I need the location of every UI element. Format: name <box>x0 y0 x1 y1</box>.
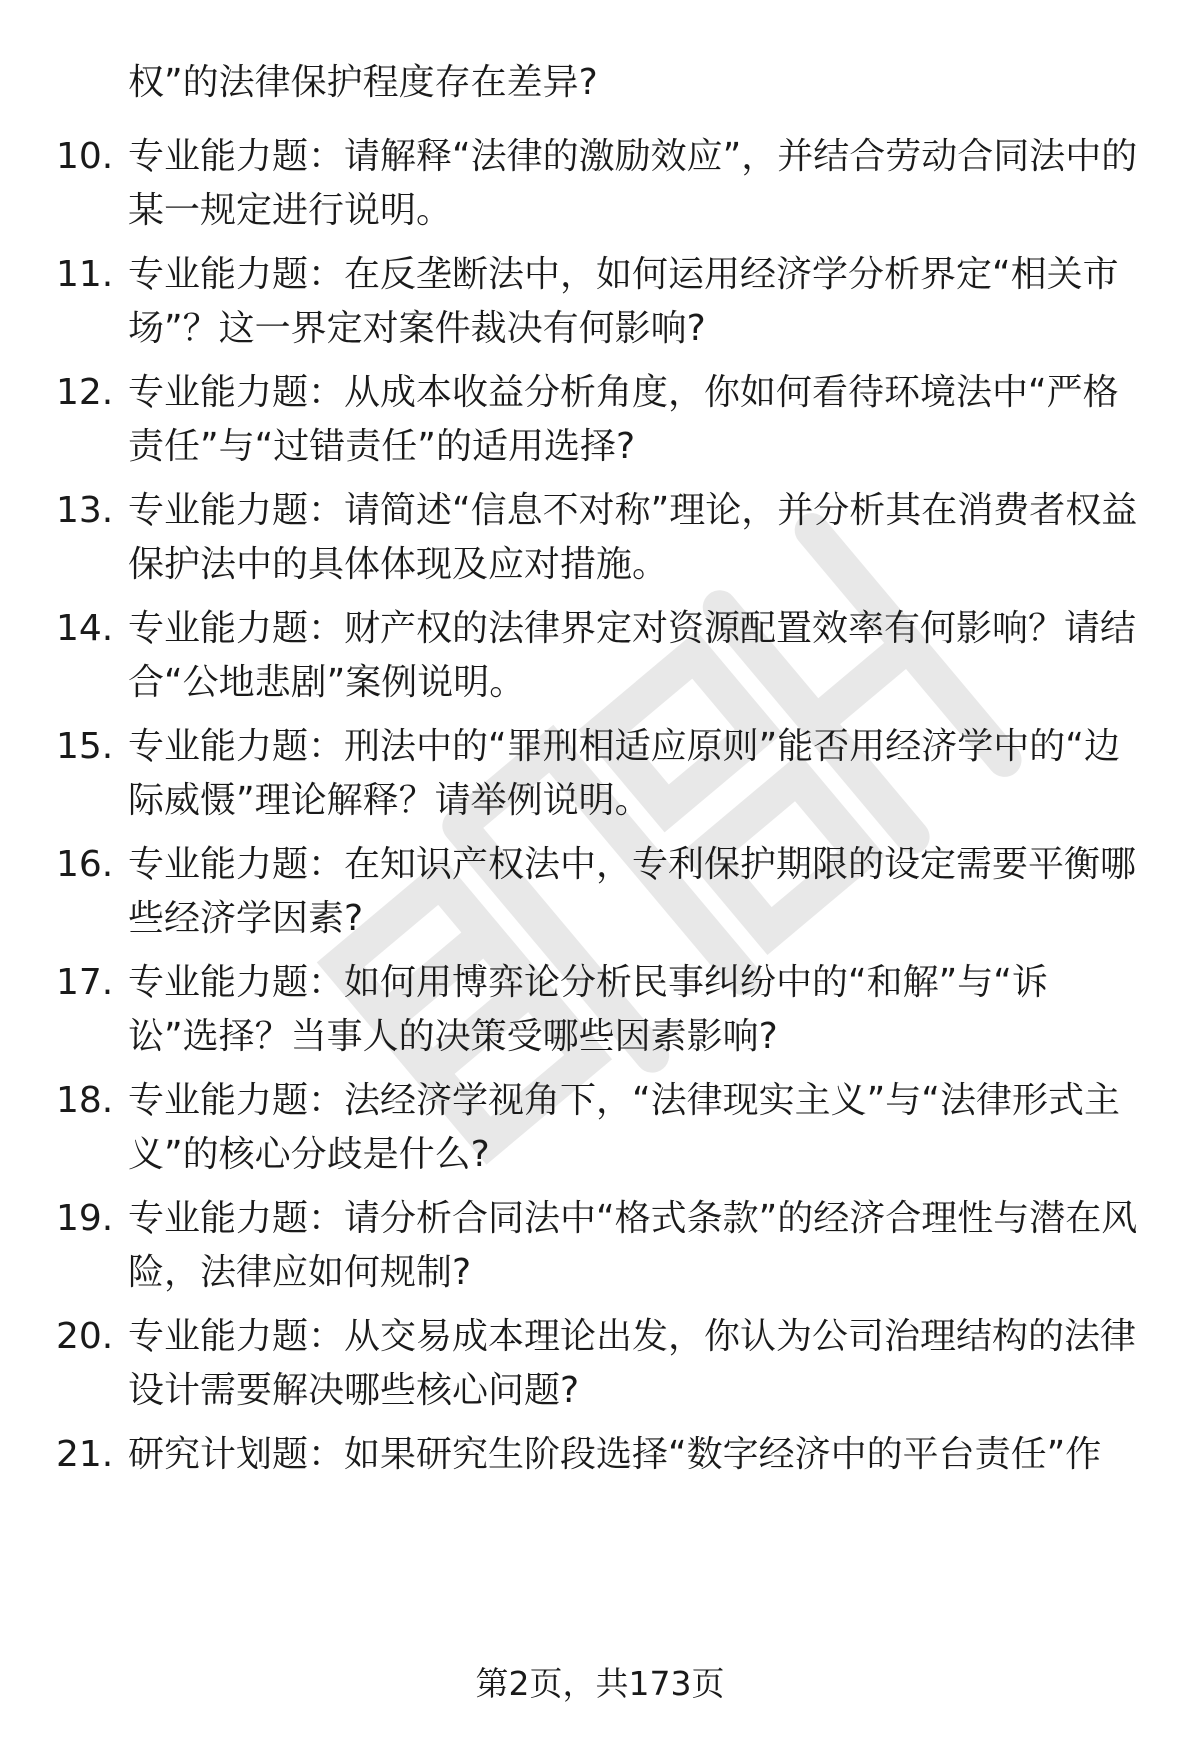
question-number: 20. <box>56 1316 114 1357</box>
question-text: 专业能力题：请简述“信息不对称”理论，并分析其在消费者权益保护法中的具体体现及应对措施。 <box>128 490 1138 585</box>
question-number: 11. <box>56 254 114 295</box>
question-text: 专业能力题：在知识产权法中，专利保护期限的设定需要平衡哪些经济学因素? <box>128 844 1137 939</box>
question-text: 专业能力题：从交易成本理论出发，你认为公司治理结构的法律设计需要解决哪些核心问题? <box>128 1316 1137 1411</box>
question-text: 专业能力题：请解释“法律的激励效应”，并结合劳动合同法中的某一规定进行说明。 <box>128 136 1138 231</box>
question-number: 13. <box>56 490 114 531</box>
question-number: 16. <box>56 844 114 885</box>
question-text: 专业能力题：刑法中的“罪刑相适应原则”能否用经济学中的“边际威慑”理论解释？请举例说明。 <box>128 726 1120 821</box>
continuation-text: 权”的法律保护程度存在差异? <box>128 62 598 103</box>
question-number: 12. <box>56 372 114 413</box>
question-number: 21. <box>56 1434 114 1475</box>
question-text: 专业能力题：如何用博弈论分析民事纠纷中的“和解”与“诉讼”选择？当事人的决策受哪些因素影响? <box>128 962 1048 1057</box>
question-text: 专业能力题：请分析合同法中“格式条款”的经济合理性与潜在风险，法律应如何规制? <box>128 1198 1138 1293</box>
question-text: 专业能力题：从成本收益分析角度，你如何看待环境法中“严格责任”与“过错责任”的适用选择? <box>128 372 1119 467</box>
question-text: 研究计划题：如果研究生阶段选择“数字经济中的平台责任”作 <box>128 1434 1102 1475</box>
page-footer: 第2页，共173页 <box>475 1664 725 1703</box>
question-text: 专业能力题：财产权的法律界定对资源配置效率有何影响？请结合“公地悲剧”案例说明。 <box>128 608 1137 703</box>
question-number: 10. <box>56 136 114 177</box>
question-number: 17. <box>56 962 114 1003</box>
question-number: 15. <box>56 726 114 767</box>
question-text: 专业能力题：在反垄断法中，如何运用经济学分析界定“相关市场”？这一界定对案件裁决有何影响? <box>128 254 1119 349</box>
question-text: 专业能力题：法经济学视角下，“法律现实主义”与“法律形式主义”的核心分歧是什么? <box>128 1080 1120 1175</box>
question-number: 14. <box>56 608 114 649</box>
question-number: 18. <box>56 1080 114 1121</box>
question-number: 19. <box>56 1198 114 1239</box>
